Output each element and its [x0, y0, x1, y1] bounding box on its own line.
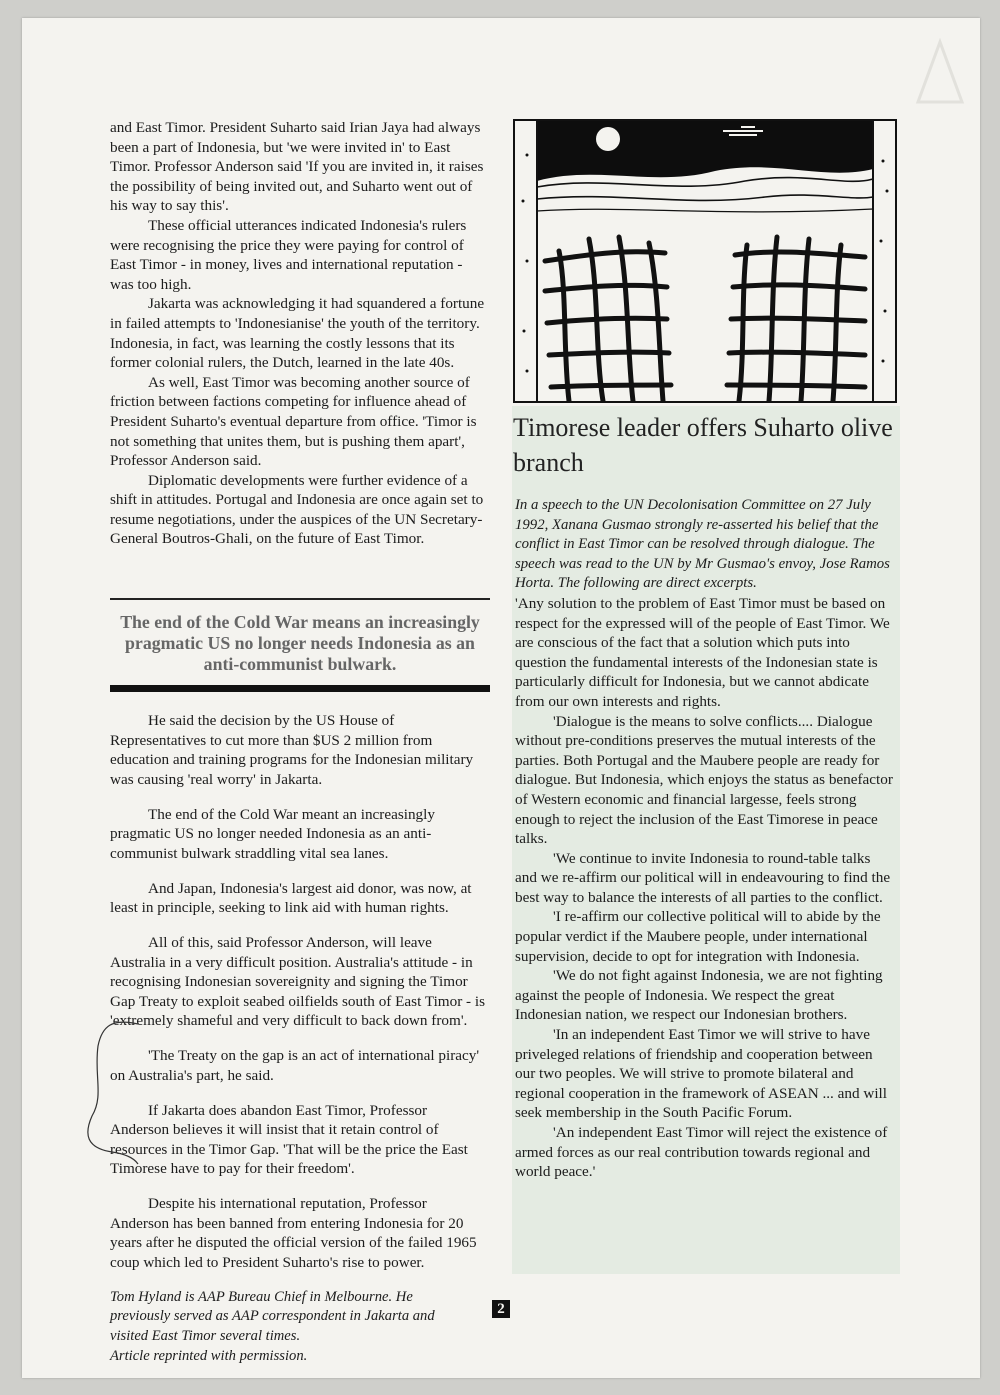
article-paragraph: The end of the Cold War meant an increasingly pragmatic US no longer needed Indonesia as an anti-communist bulwark straddling vital sea lanes.: [110, 805, 435, 862]
credit-line: previously served as AAP correspondent in Jakarta and: [110, 1308, 435, 1325]
pull-quote-bottom-rule: [110, 685, 490, 692]
article-paragraph: and East Timor. President Suharto said Irian Jaya had always been a part of Indonesia, but 'we were invited in' to East Timor. Professor Anderson said 'If you are invited in, it raises the possibility of being invited out, and Suharto went out of his way to say this'.: [110, 119, 484, 215]
article-paragraph: Diplomatic developments were further evidence of a shift in attitudes. Portugal and Indonesia are once again set to resume negotiations, under the auspices of the UN Secretary-General Boutros-Ghali, on the future of East Timor.: [110, 471, 484, 548]
article-paragraph: And Japan, Indonesia's largest aid donor, was now, at least in principle, seeking to link aid with human rights.: [110, 879, 472, 917]
speech-paragraph: 'An independent East Timor will reject the existence of armed forces as our real contribution towards regional and world peace.': [515, 1124, 888, 1181]
handwritten-margin-mark: [72, 1016, 142, 1171]
newsletter-page: [22, 18, 980, 1378]
author-credit: [110, 1288, 488, 1366]
article-paragraph: All of this, said Professor Anderson, will leave Australia in a very difficult position. Australia's attitude - in recognising Indonesian sovereignity and signing the Timor Gap Treaty to exploit seabed oilfields south of East Timor - is 'extremely shameful and very difficult to back down from'.: [110, 934, 486, 1030]
article-right-column: [515, 496, 893, 1182]
article-left-column: [110, 118, 488, 549]
pull-quote-text: The end of the Cold War means an increasingly pragmatic US no longer needs Indonesia as an anti-communist bulwark.: [120, 612, 480, 674]
speech-paragraph: 'We continue to invite Indonesia to round-table talks and we re-affirm our political will in endeavouring to find the best way to balance the interests of all parties to the conflict.: [515, 849, 891, 906]
illustration-broken-fence: [513, 119, 897, 403]
article-paragraph: If Jakarta does abandon East Timor, Professor Anderson believes it will insist that it retain control of resources in the Timor Gap. 'That will be the price the East Timorese have to pay for their freedom'.: [110, 1101, 468, 1178]
article-left-column-continued: [110, 696, 488, 1381]
page-number: 2: [492, 1300, 510, 1318]
article-paragraph: He said the decision by the US House of Representatives to cut more than $US 2 million from education and training programs for the Indonesian military was causing 'real worry' in Jakarta.: [110, 712, 474, 788]
speech-paragraph: 'Any solution to the problem of East Timor must be based on respect for the expressed will of the people of East Timor. We are conscious of the fact that a solution which puts into question the fundamental interests of the Indonesian state is particularly difficult for Indonesia, but we cannot abdicate from our own interests and rights.: [515, 594, 890, 710]
speech-paragraph: 'Dialogue is the means to solve conflicts.... Dialogue without pre-conditions preserves the mutual interests of the parties. Both Portugal and the Maubere people are ready for dialogue. But Indonesia, which enjoys the status as benefactor of Western economic and financial largesse, feels strong enough to reject the inclusion of the East Timorese in peace talks.: [515, 712, 893, 848]
pull-quote: [110, 598, 490, 692]
article-paragraph: As well, East Timor was becoming another source of friction between factions competing for influence ahead of President Suharto's eventual departure from office. 'Timor is not something that unites them, but is pushing them apart', Professor Anderson said.: [110, 373, 477, 470]
sidebar-headline: Timorese leader offers Suharto olive branch: [513, 413, 893, 477]
credit-line: Article reprinted with permission.: [110, 1347, 308, 1364]
article-paragraph: 'The Treaty on the gap is an act of international piracy' on Australia's part, he said.: [110, 1047, 480, 1084]
article-paragraph: Despite his international reputation, Professor Anderson has been banned from entering Indonesia for 20 years after he disputed the official version of the failed 1965 coup which led to President Suharto's rise to power.: [110, 1195, 477, 1271]
credit-line: visited East Timor several times.: [110, 1327, 301, 1344]
speech-paragraph: 'I re-affirm our collective political will to abide by the popular verdict if the Maubere people, under international supervision, decide to opt for integration with Indonesia.: [515, 908, 881, 965]
article-paragraph: These official utterances indicated Indonesia's rulers were recognising the price they were paying for control of East Timor - in money, lives and international reputation - was too high.: [110, 216, 467, 293]
speech-paragraph: 'In an independent East Timor we will strive to have priveleged relations of friendship and cooperation between our two peoples. We will strive to promote bilateral and regional cooperation in the framework of ASEAN ... and will seek membership in the South Pacific Forum.: [515, 1026, 887, 1122]
article-paragraph: Jakarta was acknowledging it had squandered a fortune in failed attempts to 'Indonesianise' the youth of the territory. Indonesia, in fact, was learning the costly lessons that its former colonial rulers, the Dutch, learned in the late 40s.: [110, 295, 485, 372]
sidebar-intro: In a speech to the UN Decolonisation Committee on 27 July 1992, Xanana Gusmao strongly re-asserted his belief that the conflict in East Timor can be resolved through dialogue. The speech was read to the UN by Mr Gusmao's envoy, Jose Ramos Horta. The following are direct excerpts.: [515, 497, 890, 592]
bleed-through-logo: [910, 38, 970, 113]
credit-line: Tom Hyland is AAP Bureau Chief in Melbourne. He: [110, 1288, 413, 1305]
speech-paragraph: 'We do not fight against Indonesia, we are not fighting against the people of Indonesia. We respect the great Indonesian nation, we respect our Indonesian brothers.: [515, 967, 883, 1024]
